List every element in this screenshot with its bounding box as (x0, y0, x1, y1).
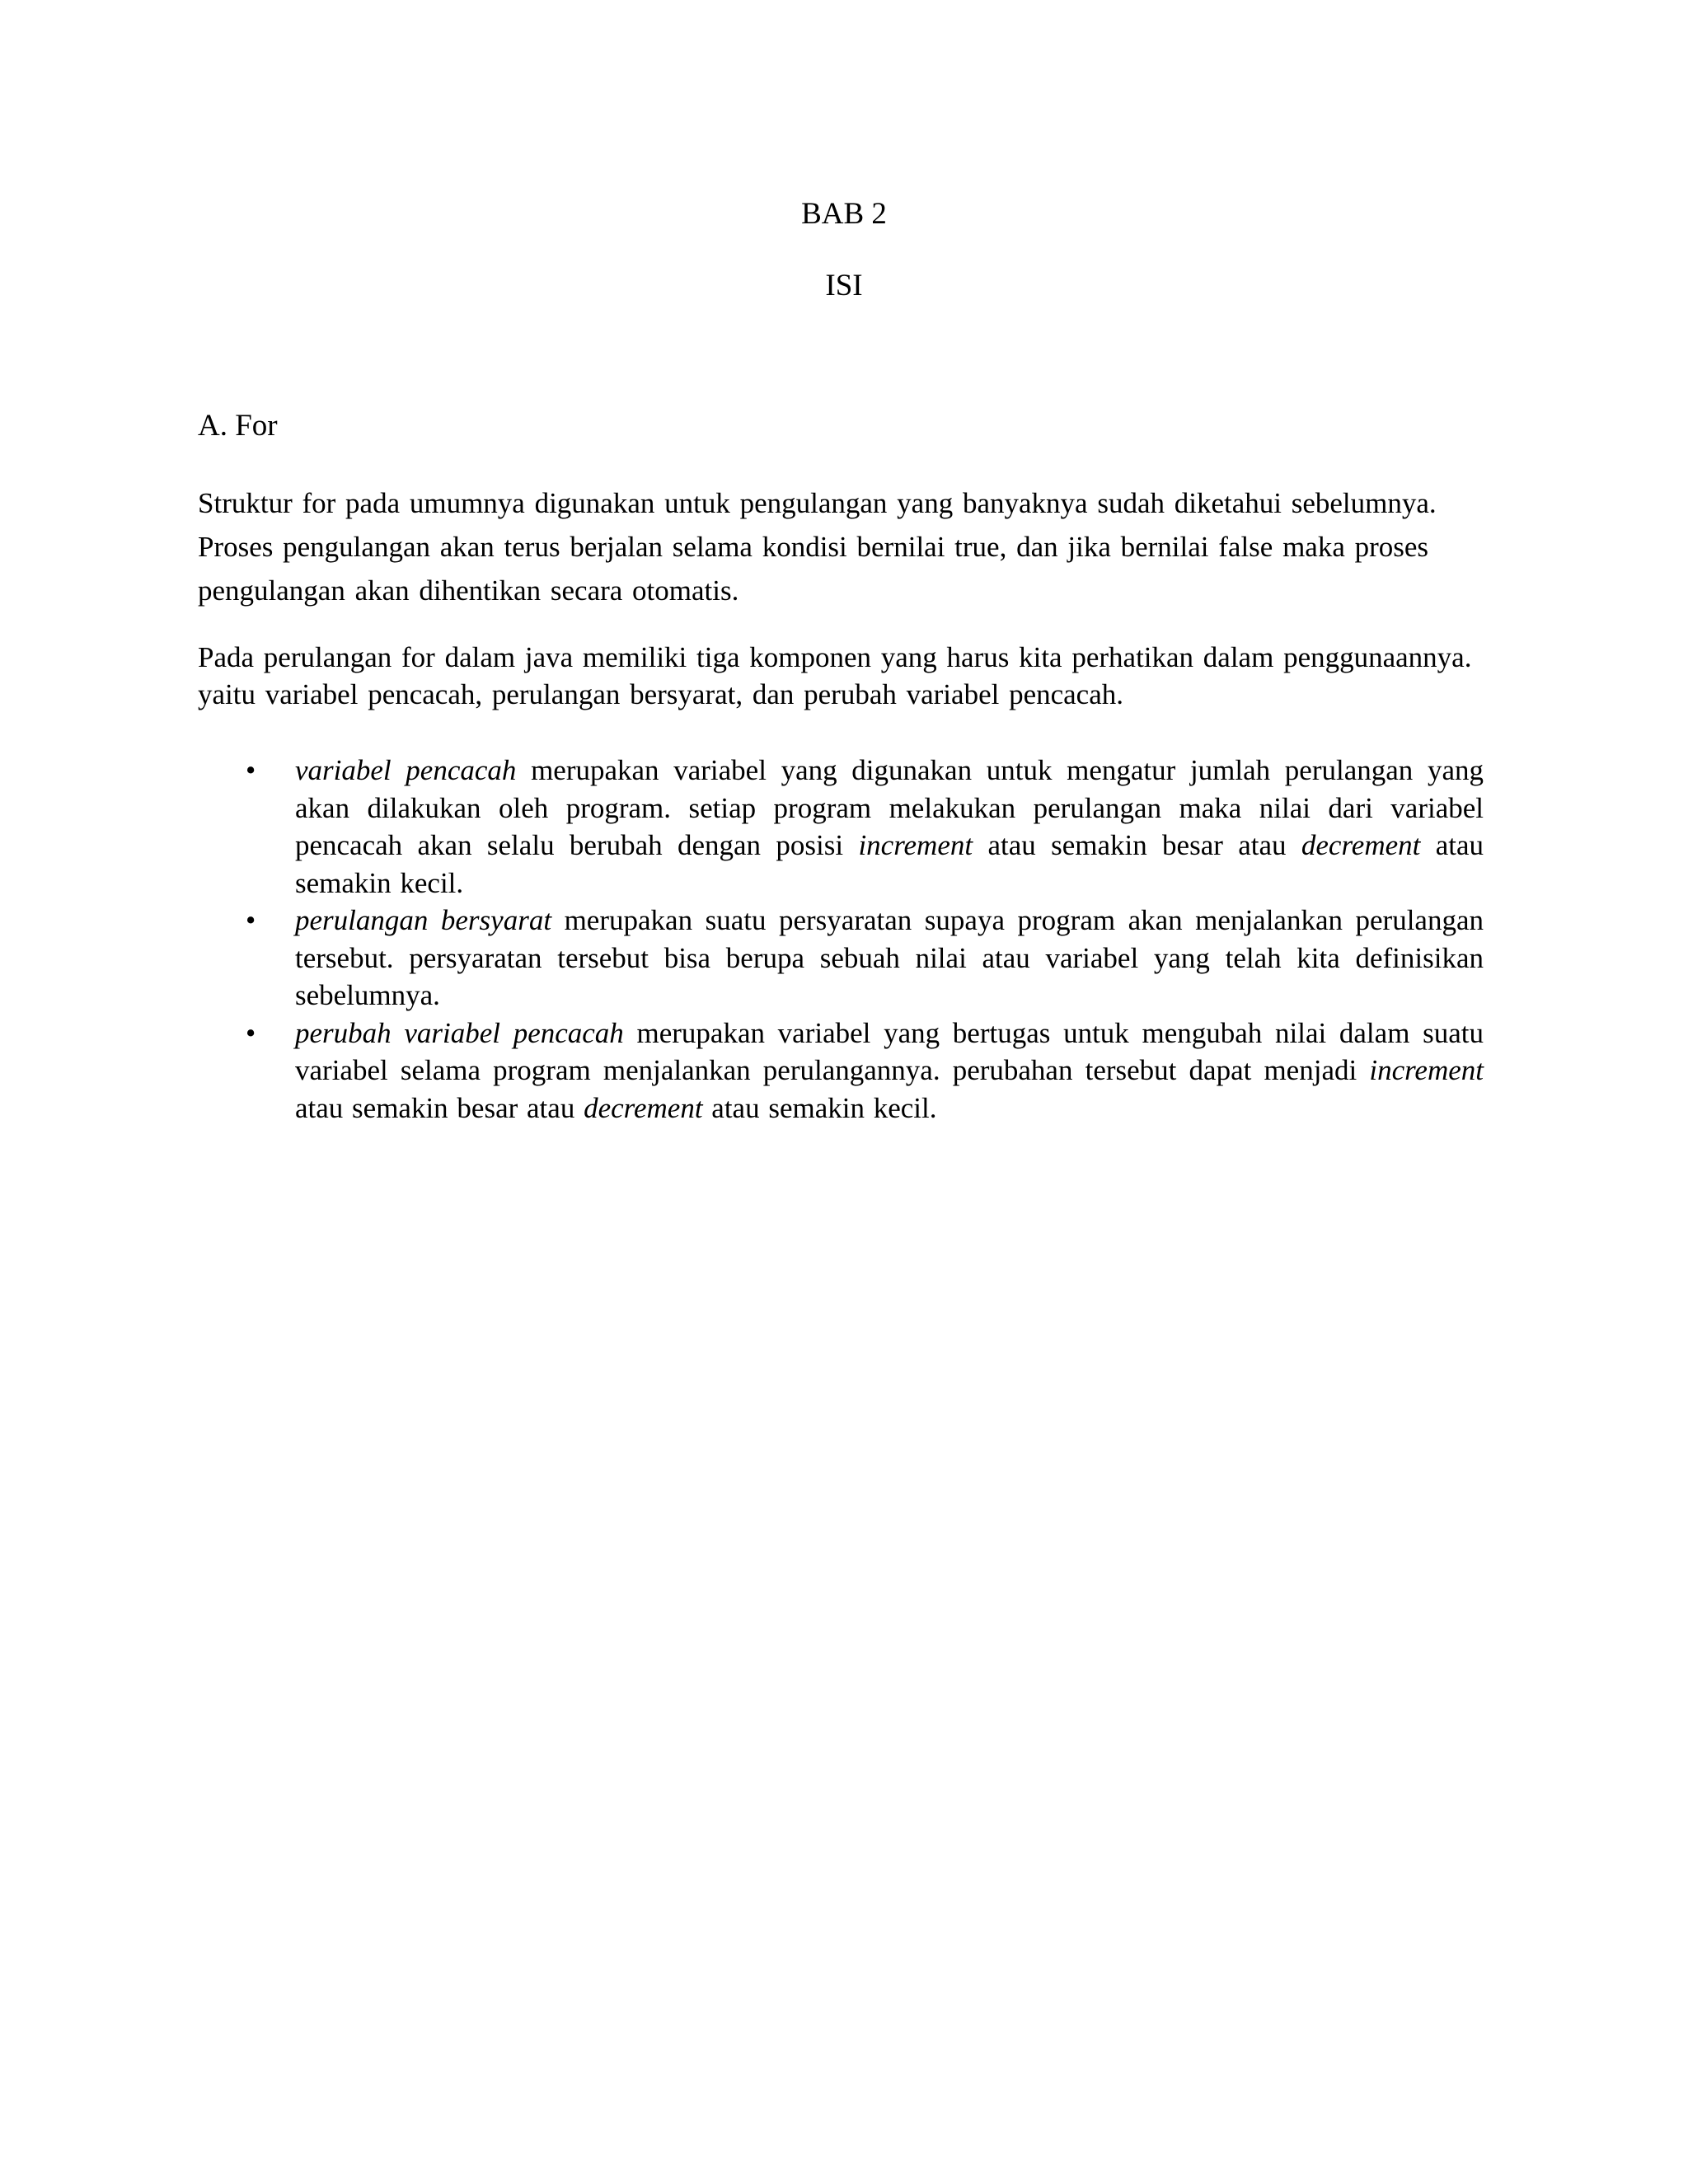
list-item-perubah-variabel-pencacah (198, 1015, 1484, 1127)
list-item-emphasis: decrement (1301, 829, 1421, 861)
section-heading: A. For (198, 409, 278, 443)
list-item-perulangan-bersyarat (198, 902, 1484, 1015)
list-item-text: atau semakin kecil. (702, 1091, 937, 1124)
list-item-term: perubah variabel pencacah (295, 1016, 624, 1049)
chapter-title: ISI (825, 269, 863, 302)
bullet-icon: • (246, 754, 256, 786)
list-item-term: variabel pencacah (295, 754, 517, 786)
list-item-variabel-pencacah (198, 752, 1484, 902)
list-item-emphasis: decrement (584, 1091, 703, 1124)
bullet-icon: • (246, 1016, 256, 1049)
paragraph-components: Pada perulangan for dalam java memiliki tiga komponen yang harus kita perhatikan dalam penggunaannya. yaitu variabel pencacah, perulangan bersyarat, dan perubah variabel pencacah. (198, 641, 1472, 710)
bullet-icon: • (246, 904, 256, 936)
list-item-text: atau semakin kecil. (295, 829, 1484, 899)
list-item-text: atau semakin besar atau (295, 1091, 584, 1124)
list-item-term: perulangan bersyarat (295, 904, 552, 936)
component-list (198, 752, 1484, 1127)
paragraph-intro: Struktur for pada umumnya digunakan untuk pengulangan yang banyaknya sudah diketahui sebelumnya. Proses pengulangan akan terus berjalan selama kondisi bernilai true, dan jika bernilai false maka proses pengulangan akan dihentikan secara otomatis. (198, 487, 1437, 607)
list-item-text: atau semakin besar atau (973, 829, 1301, 861)
chapter-number: BAB 2 (801, 197, 887, 231)
list-item-text: merupakan variabel yang digunakan untuk mengatur jumlah perulangan yang akan dilakukan oleh program. setiap program melakukan perulangan maka nilai dari variabel pencacah akan selalu berubah dengan posisi (295, 754, 1484, 861)
list-item-text: merupakan variabel yang bertugas untuk mengubah nilai dalam suatu variabel selama program menjalankan perulangannya. perubahan tersebut dapat menjadi (295, 1016, 1484, 1086)
list-item-emphasis: increment (1369, 1054, 1484, 1086)
list-item-emphasis: increment (858, 829, 973, 861)
list-item-text: merupakan suatu persyaratan supaya program akan menjalankan perulangan tersebut. persyaratan tersebut bisa berupa sebuah nilai atau variabel yang telah kita definisikan sebelumnya. (295, 904, 1484, 1011)
